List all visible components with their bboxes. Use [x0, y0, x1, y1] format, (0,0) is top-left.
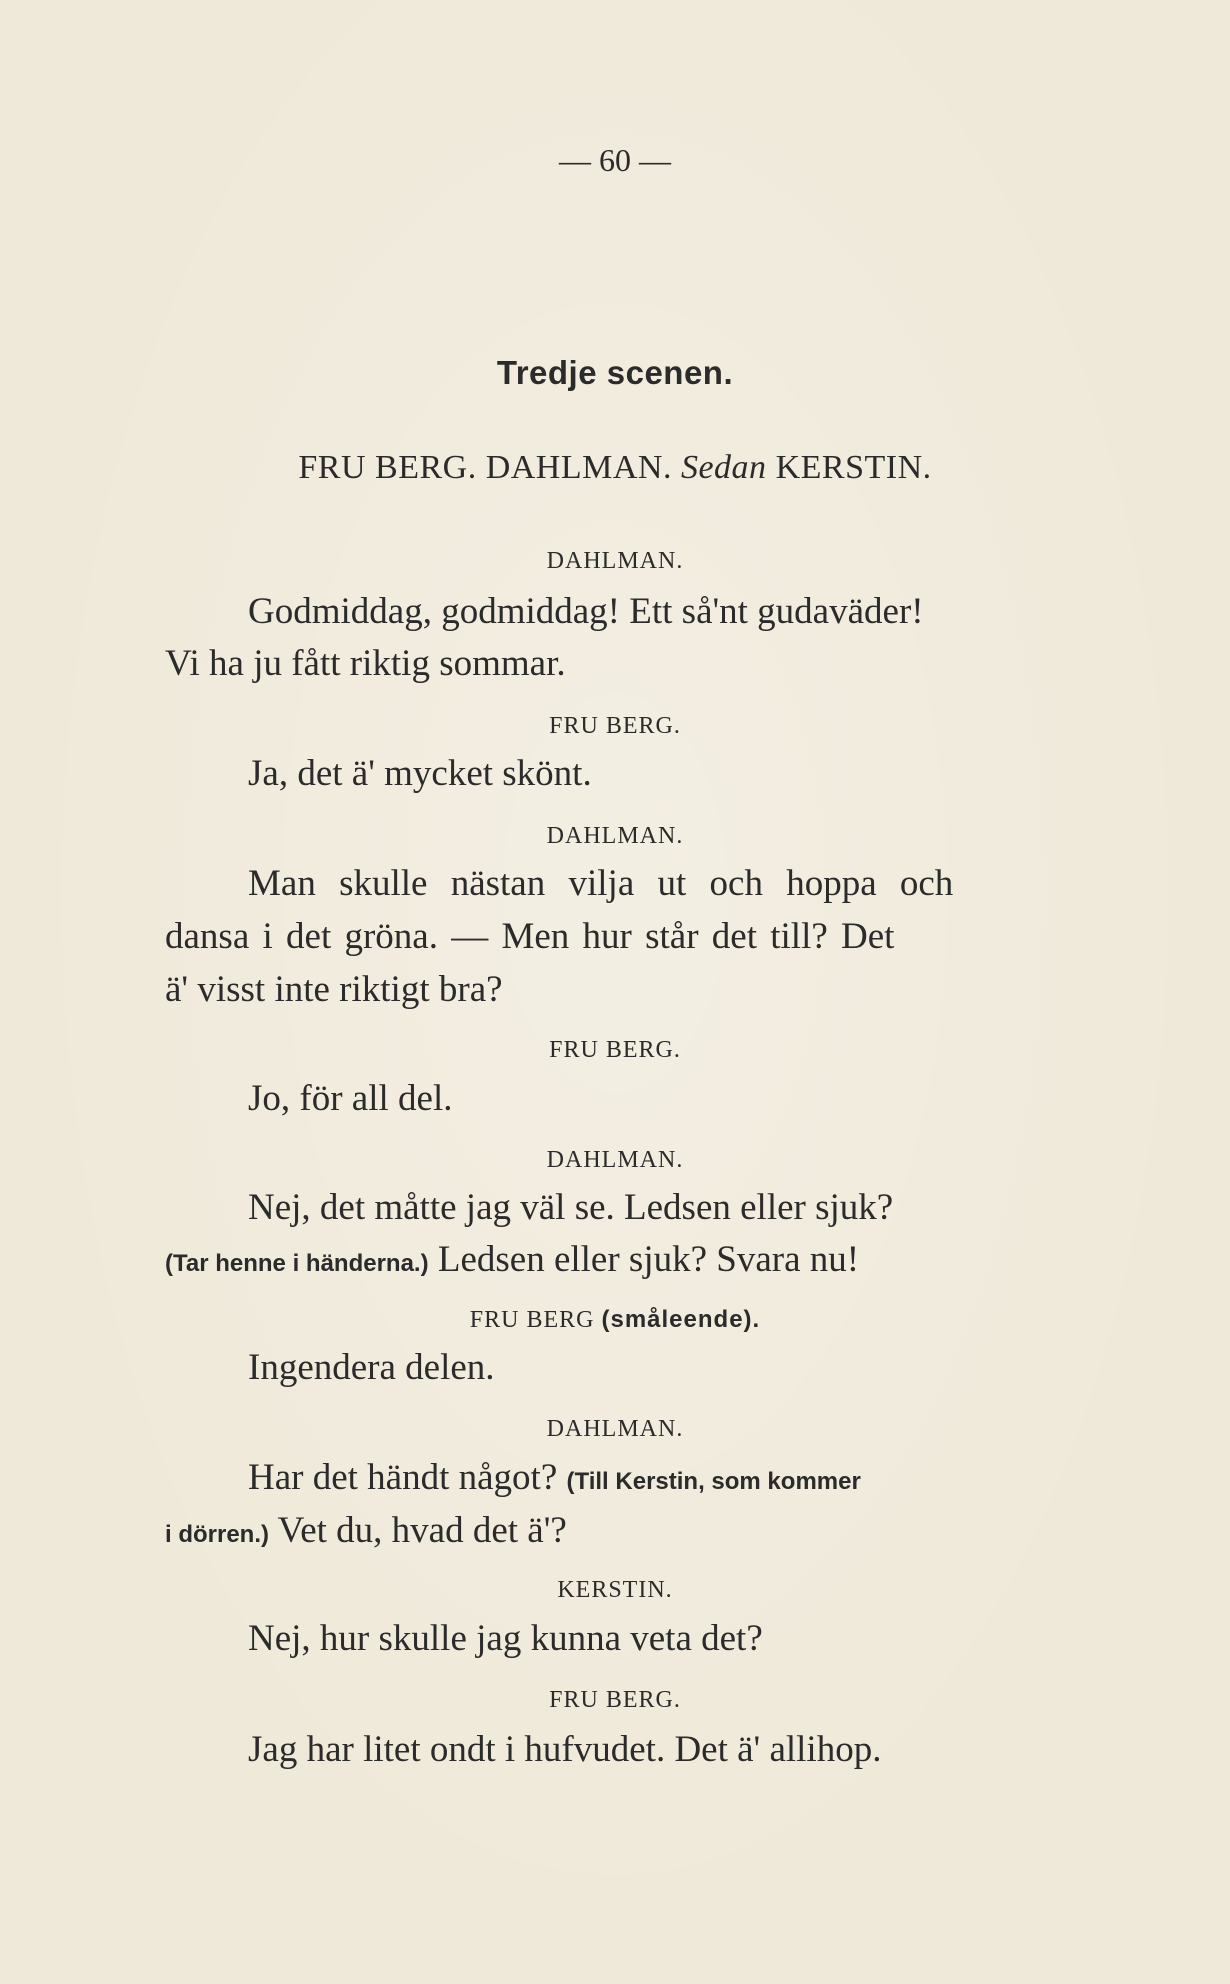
dialogue-text: Har det händt något?: [248, 1457, 558, 1498]
dialogue-line: Vi ha ju fått riktig sommar.: [165, 643, 566, 684]
character-list: [0, 446, 1230, 490]
speaker-name: DAHLMAN.: [546, 548, 684, 574]
speaker-name: FRU BERG.: [549, 1037, 681, 1063]
dialogue-line: Ingendera delen.: [248, 1347, 495, 1388]
speaker-label: FRU BERG: [469, 1307, 595, 1333]
character-last: KERSTIN.: [775, 449, 932, 486]
stage-line: [165, 1238, 859, 1286]
stage-direction: (Till Kerstin, som kommer: [566, 1468, 861, 1495]
dialogue-line: [248, 590, 1098, 634]
character-names: FRU BERG. DAHLMAN.: [298, 449, 672, 486]
dialogue-text: Vet du, hvad det ä'?: [277, 1510, 567, 1551]
speaker-name: FRU BERG.: [549, 1687, 681, 1713]
dialogue-line: Nej, det måtte jag väl se. Ledsen eller sjuk?: [248, 1187, 894, 1228]
sedan-word: Sedan: [680, 449, 767, 486]
speaker-name: DAHLMAN.: [546, 1416, 684, 1442]
stage-direction: (Tar henne i händerna.): [165, 1250, 429, 1277]
speaker-name: DAHLMAN.: [546, 1147, 684, 1173]
dialogue-line: Jag har litet ondt i hufvudet. Det ä' allihop.: [248, 1729, 882, 1770]
dialogue-line: Jo, för all del.: [248, 1078, 453, 1119]
speaker-direction: (småleende).: [601, 1306, 761, 1333]
stage-direction: i dörren.): [165, 1521, 270, 1548]
speaker-name: DAHLMAN.: [546, 823, 684, 849]
dialogue-line: [248, 1456, 861, 1504]
dialogue-line: Nej, hur skulle jag kunna veta det?: [248, 1618, 763, 1659]
dialogue-line: Man skulle nästan vilja ut och hoppa och: [248, 863, 954, 904]
dialogue-line: Ja, det ä' mycket skönt.: [248, 753, 592, 794]
dialogue-text: Ledsen eller sjuk? Svara nu!: [437, 1239, 860, 1280]
speaker-name: KERSTIN.: [557, 1577, 673, 1603]
dialogue-line: dansa i det gröna. — Men hur står det till? Det: [165, 916, 895, 957]
speaker-name: FRU BERG.: [549, 713, 681, 739]
dialogue-line: [165, 1509, 567, 1557]
page-number: — 60 —: [559, 142, 671, 178]
dialogue-text: Godmiddag, godmiddag! Ett så'nt gudaväder!: [248, 591, 924, 632]
dialogue-line: ä' visst inte riktigt bra?: [165, 969, 503, 1010]
speaker-name: [0, 1305, 1230, 1335]
scene-title: Tredje scenen.: [496, 354, 734, 391]
